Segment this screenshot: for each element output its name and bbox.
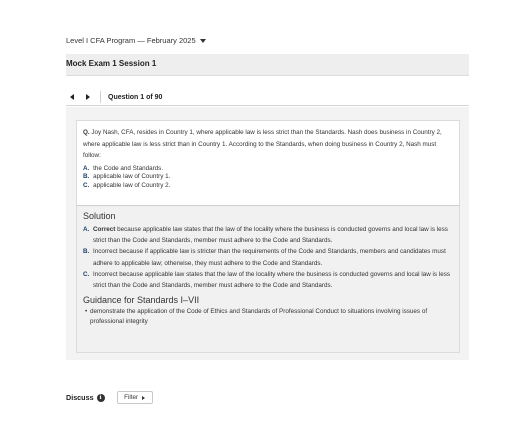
solution-letter: C. — [83, 270, 90, 278]
answer-text: applicable law of Country 1. — [93, 173, 171, 181]
question-text — [83, 127, 453, 162]
previous-question-button[interactable] — [66, 91, 78, 103]
correct-label: Correct — [93, 226, 116, 233]
answer-option-a[interactable] — [83, 165, 453, 174]
discuss-bar — [66, 389, 469, 406]
question-body: Joy Nash, CFA, resides in Country 1, where applicable law is less strict than the Standards. Nash does business in Country 2, where applicable law is less strict than in Country 1. According to the Standards, when doing business in Country 2, Nash must follow: — [83, 129, 442, 159]
guidance-heading: Guidance for Standards I–VII — [83, 295, 200, 306]
solution-heading: Solution — [83, 211, 116, 221]
chevron-down-icon — [200, 39, 206, 43]
filter-button[interactable] — [117, 391, 153, 404]
discuss-label: Discuss — [66, 393, 94, 402]
answer-letter: C. — [83, 181, 90, 189]
question-prefix: Q. — [83, 129, 90, 136]
solution-letter: A. — [83, 226, 90, 233]
exam-header — [66, 54, 469, 76]
guidance-text: demonstrate the application of the Code of Ethics and Standards of Professional Conduct to situations involving issues of professional integrity — [90, 308, 428, 326]
bullet-icon: • — [85, 308, 88, 316]
next-question-button[interactable] — [82, 91, 94, 103]
answer-letter: B. — [83, 173, 90, 181]
nav-divider — [100, 91, 101, 103]
answer-letter: A. — [83, 164, 90, 172]
next-arrow-icon — [86, 94, 90, 100]
program-label: Level I CFA Program — February 2025 — [66, 36, 196, 45]
filter-label: Filter — [124, 394, 139, 401]
chevron-right-icon — [142, 396, 145, 400]
solution-item-a — [83, 224, 453, 246]
solution-explanation: Incorrect because if applicable law is stricter than the requirements of the Code and Standards, members and candidates must adhere to applicable law; otherwise, they must adhere to the Code and Standards. — [93, 248, 446, 267]
question-navigation — [66, 89, 469, 106]
answer-text: the Code and Standards. — [93, 164, 164, 172]
solution-item-b — [83, 246, 453, 268]
answer-text: applicable law of Country 2. — [93, 181, 171, 189]
solution-text — [93, 224, 453, 246]
program-selector[interactable] — [66, 36, 206, 45]
solution-list — [83, 224, 453, 291]
answer-option-b[interactable] — [83, 173, 453, 182]
answer-list — [83, 165, 453, 191]
guidance-item — [83, 307, 453, 327]
answer-option-c[interactable] — [83, 182, 453, 191]
solution-explanation: Incorrect because applicable law states that the law of the locality where the business is conducted governs and local law is less strict than the Code and Standards, member must adhere to the Code and Standards. — [93, 270, 451, 290]
info-icon[interactable]: i — [97, 394, 105, 402]
exam-title: Mock Exam 1 Session 1 — [66, 59, 157, 68]
question-counter: Question 1 of 90 — [108, 93, 163, 101]
question-card — [76, 120, 460, 205]
solution-card — [76, 205, 460, 353]
solution-letter: B. — [83, 248, 90, 256]
previous-arrow-icon — [70, 94, 74, 100]
solution-explanation: because applicable law states that the law of the locality where the business is conducted governs and local law is less strict than the Code and Standards, member must adhere to the Code and Standards. — [93, 226, 448, 245]
guidance-list — [83, 307, 453, 327]
solution-item-c — [83, 269, 453, 291]
